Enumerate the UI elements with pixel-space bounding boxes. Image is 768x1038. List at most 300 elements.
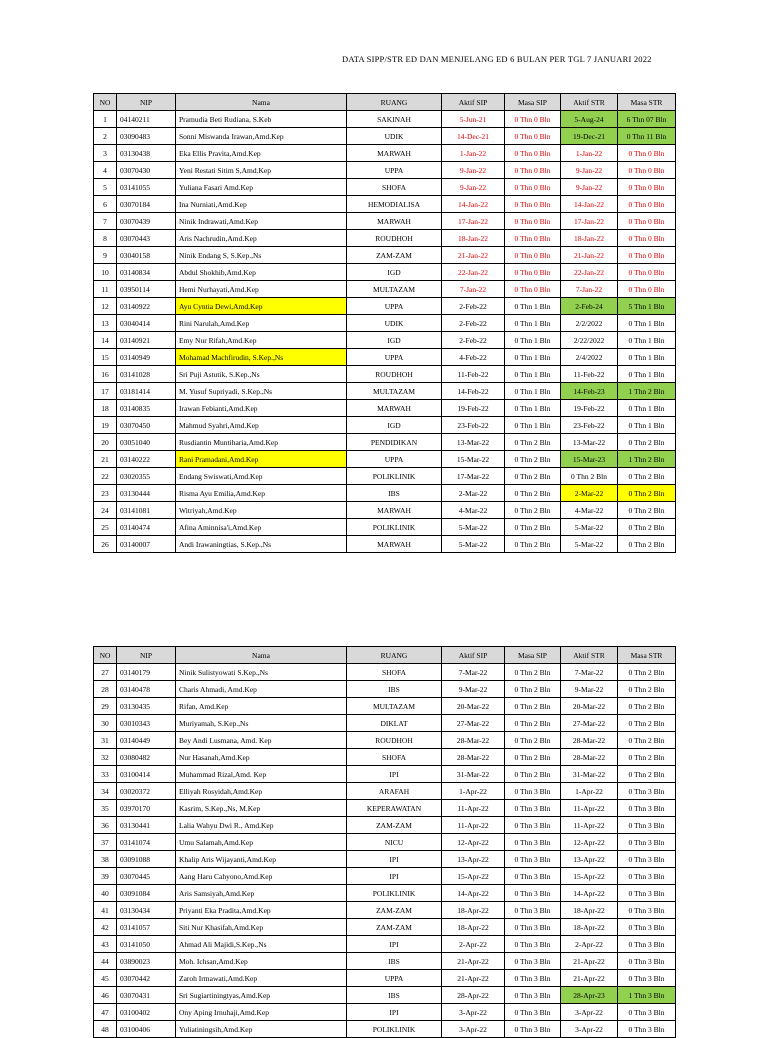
cell-masa-sip: 0 Thn 3 Bln bbox=[505, 1004, 561, 1021]
staff-table-2 bbox=[93, 646, 676, 1038]
cell-masa-sip: 0 Thn 1 Bln bbox=[505, 417, 561, 434]
cell-masa-sip: 0 Thn 1 Bln bbox=[505, 349, 561, 366]
cell-aktif-sip: 7-Mar-22 bbox=[442, 664, 505, 681]
cell-nama: Nur Hasanah,Amd.Kep bbox=[176, 749, 347, 766]
cell-masa-str: 0 Thn 3 Bln bbox=[618, 1004, 676, 1021]
cell-aktif-str: 31-Mar-22 bbox=[561, 766, 618, 783]
cell-ruang: MARWAH bbox=[347, 502, 442, 519]
cell-aktif-sip: 5-Mar-22 bbox=[442, 536, 505, 553]
cell-no: 43 bbox=[94, 936, 117, 953]
cell-aktif-str: 13-Mar-22 bbox=[561, 434, 618, 451]
cell-aktif-str: 5-Mar-22 bbox=[561, 536, 618, 553]
cell-aktif-sip: 17-Jan-22 bbox=[442, 213, 505, 230]
cell-masa-str: 0 Thn 3 Bln bbox=[618, 800, 676, 817]
cell-ruang: POLIKLINIK bbox=[347, 885, 442, 902]
cell-no: 7 bbox=[94, 213, 117, 230]
cell-ruang: SHOFA bbox=[347, 179, 442, 196]
table-row bbox=[94, 315, 676, 332]
cell-masa-sip: 0 Thn 2 Bln bbox=[505, 664, 561, 681]
header-no: NO bbox=[94, 94, 117, 111]
table-row bbox=[94, 536, 676, 553]
cell-nama: Muriyamah, S.Kep.,Ns bbox=[176, 715, 347, 732]
cell-nip: 03141055 bbox=[117, 179, 176, 196]
cell-nama: Bey Andi Lusmana, Amd. Kep bbox=[176, 732, 347, 749]
cell-masa-str: 0 Thn 2 Bln bbox=[618, 698, 676, 715]
cell-aktif-str: 2-Apr-22 bbox=[561, 936, 618, 953]
cell-masa-sip: 0 Thn 2 Bln bbox=[505, 468, 561, 485]
table-row bbox=[94, 664, 676, 681]
cell-nip: 03070430 bbox=[117, 162, 176, 179]
cell-aktif-sip: 11-Apr-22 bbox=[442, 800, 505, 817]
cell-masa-sip: 0 Thn 1 Bln bbox=[505, 383, 561, 400]
cell-no: 33 bbox=[94, 766, 117, 783]
cell-masa-str: 0 Thn 0 Bln bbox=[618, 264, 676, 281]
cell-aktif-str: 14-Feb-23 bbox=[561, 383, 618, 400]
table-row bbox=[94, 400, 676, 417]
cell-aktif-str: 19-Dec-21 bbox=[561, 128, 618, 145]
cell-nip: 03130441 bbox=[117, 817, 176, 834]
cell-nama: Yeni Restati Sitim S,Amd.Kep bbox=[176, 162, 347, 179]
cell-ruang: MARWAH bbox=[347, 145, 442, 162]
cell-no: 26 bbox=[94, 536, 117, 553]
cell-ruang: KEPERAWATAN bbox=[347, 800, 442, 817]
cell-nama: Charis Ahmadi, Amd.Kep bbox=[176, 681, 347, 698]
table-row bbox=[94, 162, 676, 179]
cell-nip: 03070439 bbox=[117, 213, 176, 230]
table-body bbox=[94, 111, 676, 553]
cell-masa-sip: 0 Thn 2 Bln bbox=[505, 766, 561, 783]
cell-ruang: SAKINAH bbox=[347, 111, 442, 128]
cell-nip: 03080482 bbox=[117, 749, 176, 766]
cell-no: 12 bbox=[94, 298, 117, 315]
cell-aktif-str: 1-Apr-22 bbox=[561, 783, 618, 800]
cell-nip: 03140834 bbox=[117, 264, 176, 281]
cell-aktif-sip: 14-Apr-22 bbox=[442, 885, 505, 902]
cell-aktif-str: 15-Apr-22 bbox=[561, 868, 618, 885]
cell-nama: Pramudia Beti Rudiana, S.Keb bbox=[176, 111, 347, 128]
cell-no: 15 bbox=[94, 349, 117, 366]
cell-masa-sip: 0 Thn 1 Bln bbox=[505, 400, 561, 417]
cell-masa-sip: 0 Thn 0 Bln bbox=[505, 264, 561, 281]
cell-nama: Emy Nur Rifah,Amd.Kep bbox=[176, 332, 347, 349]
cell-no: 25 bbox=[94, 519, 117, 536]
cell-no: 35 bbox=[94, 800, 117, 817]
cell-aktif-sip: 13-Apr-22 bbox=[442, 851, 505, 868]
cell-masa-sip: 0 Thn 1 Bln bbox=[505, 332, 561, 349]
cell-no: 39 bbox=[94, 868, 117, 885]
cell-nip: 03020355 bbox=[117, 468, 176, 485]
cell-no: 13 bbox=[94, 315, 117, 332]
cell-aktif-sip: 5-Mar-22 bbox=[442, 519, 505, 536]
cell-masa-str: 0 Thn 2 Bln bbox=[618, 715, 676, 732]
cell-masa-str: 0 Thn 2 Bln bbox=[618, 681, 676, 698]
cell-nama: Khalip Aris Wijayanti,Amd.Kep bbox=[176, 851, 347, 868]
cell-aktif-str: 11-Apr-22 bbox=[561, 800, 618, 817]
table-row bbox=[94, 800, 676, 817]
cell-no: 32 bbox=[94, 749, 117, 766]
cell-nip: 03141074 bbox=[117, 834, 176, 851]
cell-no: 17 bbox=[94, 383, 117, 400]
cell-aktif-str: 14-Apr-22 bbox=[561, 885, 618, 902]
cell-ruang: IBS bbox=[347, 485, 442, 502]
cell-nip: 03130438 bbox=[117, 145, 176, 162]
cell-nip: 03130435 bbox=[117, 698, 176, 715]
cell-nama: Andi Irawaningtias, S.Kep.,Ns bbox=[176, 536, 347, 553]
cell-aktif-sip: 12-Apr-22 bbox=[442, 834, 505, 851]
header-ruang: RUANG bbox=[347, 94, 442, 111]
cell-aktif-str: 2-Mar-22 bbox=[561, 485, 618, 502]
cell-aktif-sip: 7-Jan-22 bbox=[442, 281, 505, 298]
cell-masa-sip: 0 Thn 2 Bln bbox=[505, 715, 561, 732]
table-row bbox=[94, 196, 676, 213]
cell-aktif-sip: 21-Apr-22 bbox=[442, 970, 505, 987]
cell-nama: Afina Aminnisa'i,Amd.Kep bbox=[176, 519, 347, 536]
cell-masa-sip: 0 Thn 2 Bln bbox=[505, 451, 561, 468]
cell-aktif-sip: 2-Feb-22 bbox=[442, 298, 505, 315]
cell-ruang: NICU bbox=[347, 834, 442, 851]
cell-masa-sip: 0 Thn 2 Bln bbox=[505, 536, 561, 553]
cell-nama: Rani Pramadani,Amd.Kep bbox=[176, 451, 347, 468]
cell-aktif-str: 18-Apr-22 bbox=[561, 902, 618, 919]
cell-nama: Irawan Febianti,Amd.Kep bbox=[176, 400, 347, 417]
cell-masa-sip: 0 Thn 2 Bln bbox=[505, 519, 561, 536]
cell-masa-str: 0 Thn 2 Bln bbox=[618, 749, 676, 766]
cell-aktif-sip: 2-Apr-22 bbox=[442, 936, 505, 953]
header-nip: NIP bbox=[117, 647, 176, 664]
cell-aktif-sip: 9-Mar-22 bbox=[442, 681, 505, 698]
table-row bbox=[94, 681, 676, 698]
cell-masa-str: 0 Thn 1 Bln bbox=[618, 349, 676, 366]
table-row bbox=[94, 749, 676, 766]
cell-aktif-str: 7-Jan-22 bbox=[561, 281, 618, 298]
table-row bbox=[94, 502, 676, 519]
cell-nama: Muhammad Rizal,Amd. Kep bbox=[176, 766, 347, 783]
cell-no: 37 bbox=[94, 834, 117, 851]
cell-masa-str: 1 Thn 2 Bln bbox=[618, 383, 676, 400]
cell-nip: 03070445 bbox=[117, 868, 176, 885]
cell-ruang: UPPA bbox=[347, 349, 442, 366]
cell-aktif-sip: 18-Apr-22 bbox=[442, 919, 505, 936]
cell-masa-str: 0 Thn 2 Bln bbox=[618, 502, 676, 519]
table-row bbox=[94, 698, 676, 715]
cell-masa-sip: 0 Thn 3 Bln bbox=[505, 817, 561, 834]
cell-masa-sip: 0 Thn 0 Bln bbox=[505, 213, 561, 230]
cell-nip: 03070443 bbox=[117, 230, 176, 247]
table-row bbox=[94, 247, 676, 264]
cell-no: 8 bbox=[94, 230, 117, 247]
cell-ruang: UDIK bbox=[347, 128, 442, 145]
cell-no: 16 bbox=[94, 366, 117, 383]
cell-aktif-str: 9-Jan-22 bbox=[561, 179, 618, 196]
cell-masa-sip: 0 Thn 3 Bln bbox=[505, 885, 561, 902]
cell-no: 2 bbox=[94, 128, 117, 145]
table-row bbox=[94, 485, 676, 502]
header-masa-str: Masa STR bbox=[618, 647, 676, 664]
cell-no: 4 bbox=[94, 162, 117, 179]
cell-masa-str: 0 Thn 2 Bln bbox=[618, 732, 676, 749]
cell-nama: Yuliatiningsih,Amd.Kep bbox=[176, 1021, 347, 1038]
cell-aktif-str: 2/4/2022 bbox=[561, 349, 618, 366]
cell-masa-sip: 0 Thn 0 Bln bbox=[505, 196, 561, 213]
cell-masa-str: 0 Thn 3 Bln bbox=[618, 936, 676, 953]
cell-nip: 03140949 bbox=[117, 349, 176, 366]
table-row bbox=[94, 179, 676, 196]
cell-nama: Zaroh Irmawati,Amd.Kep bbox=[176, 970, 347, 987]
cell-masa-sip: 0 Thn 2 Bln bbox=[505, 681, 561, 698]
cell-nama: Lalia Wahyu Dwi R., Amd.Kep bbox=[176, 817, 347, 834]
cell-masa-str: 0 Thn 3 Bln bbox=[618, 902, 676, 919]
cell-masa-sip: 0 Thn 3 Bln bbox=[505, 987, 561, 1004]
cell-aktif-str: 18-Jan-22 bbox=[561, 230, 618, 247]
cell-ruang: ZAM-ZAM bbox=[347, 902, 442, 919]
cell-nama: Eka Ellis Pravita,Amd.Kep bbox=[176, 145, 347, 162]
table-row bbox=[94, 851, 676, 868]
table-row bbox=[94, 383, 676, 400]
cell-masa-str: 0 Thn 2 Bln bbox=[618, 536, 676, 553]
cell-ruang: UDIK bbox=[347, 315, 442, 332]
cell-masa-str: 0 Thn 1 Bln bbox=[618, 332, 676, 349]
cell-masa-str: 0 Thn 2 Bln bbox=[618, 434, 676, 451]
cell-no: 22 bbox=[94, 468, 117, 485]
cell-aktif-str: 0 Thn 2 Bln bbox=[561, 468, 618, 485]
table-row bbox=[94, 111, 676, 128]
cell-masa-sip: 0 Thn 0 Bln bbox=[505, 111, 561, 128]
cell-aktif-str: 21-Jan-22 bbox=[561, 247, 618, 264]
cell-no: 9 bbox=[94, 247, 117, 264]
cell-aktif-sip: 17-Mar-22 bbox=[442, 468, 505, 485]
cell-ruang: MARWAH bbox=[347, 536, 442, 553]
cell-nama: Ayu Cyntia Dewi,Amd.Kep bbox=[176, 298, 347, 315]
table-row bbox=[94, 128, 676, 145]
cell-masa-sip: 0 Thn 0 Bln bbox=[505, 128, 561, 145]
table-row bbox=[94, 834, 676, 851]
cell-aktif-sip: 15-Apr-22 bbox=[442, 868, 505, 885]
cell-ruang: POLIKLINIK bbox=[347, 468, 442, 485]
cell-nip: 03051040 bbox=[117, 434, 176, 451]
cell-masa-str: 0 Thn 0 Bln bbox=[618, 281, 676, 298]
cell-nip: 03140474 bbox=[117, 519, 176, 536]
cell-nip: 03091088 bbox=[117, 851, 176, 868]
table-body bbox=[94, 664, 676, 1038]
cell-aktif-str: 5-Mar-22 bbox=[561, 519, 618, 536]
cell-nama: Ninik Endang S, S.Kep.,Ns bbox=[176, 247, 347, 264]
cell-ruang: IPI bbox=[347, 766, 442, 783]
cell-masa-str: 0 Thn 0 Bln bbox=[618, 162, 676, 179]
cell-nama: Ninik Sulistyowati S.Kep.,Ns bbox=[176, 664, 347, 681]
cell-no: 21 bbox=[94, 451, 117, 468]
cell-masa-str: 0 Thn 3 Bln bbox=[618, 885, 676, 902]
cell-nip: 03141057 bbox=[117, 919, 176, 936]
cell-masa-str: 1 Thn 2 Bln bbox=[618, 451, 676, 468]
table-row bbox=[94, 970, 676, 987]
table-row bbox=[94, 332, 676, 349]
cell-ruang: IGD bbox=[347, 417, 442, 434]
header-nama: Nama bbox=[176, 647, 347, 664]
cell-masa-str: 0 Thn 3 Bln bbox=[618, 817, 676, 834]
cell-aktif-sip: 18-Jan-22 bbox=[442, 230, 505, 247]
cell-masa-sip: 0 Thn 3 Bln bbox=[505, 1021, 561, 1038]
cell-masa-str: 0 Thn 1 Bln bbox=[618, 315, 676, 332]
cell-nama: Elliyah Rosyidah,Amd.Kep bbox=[176, 783, 347, 800]
cell-aktif-str: 1-Jan-22 bbox=[561, 145, 618, 162]
table-row bbox=[94, 366, 676, 383]
cell-aktif-str: 5-Aug-24 bbox=[561, 111, 618, 128]
cell-aktif-sip: 18-Apr-22 bbox=[442, 902, 505, 919]
cell-masa-str: 0 Thn 2 Bln bbox=[618, 485, 676, 502]
cell-nip: 04140211 bbox=[117, 111, 176, 128]
table-row bbox=[94, 715, 676, 732]
cell-ruang: PENDIDIKAN bbox=[347, 434, 442, 451]
cell-nip: 03070442 bbox=[117, 970, 176, 987]
cell-aktif-str: 11-Apr-22 bbox=[561, 817, 618, 834]
cell-masa-str: 0 Thn 3 Bln bbox=[618, 868, 676, 885]
cell-aktif-str: 4-Mar-22 bbox=[561, 502, 618, 519]
table-row bbox=[94, 451, 676, 468]
header-masa-sip: Masa SIP bbox=[505, 94, 561, 111]
cell-aktif-sip: 19-Feb-22 bbox=[442, 400, 505, 417]
cell-ruang: IBS bbox=[347, 681, 442, 698]
cell-nip: 03140921 bbox=[117, 332, 176, 349]
cell-ruang: MARWAH bbox=[347, 400, 442, 417]
table-header-row bbox=[94, 94, 676, 111]
cell-masa-str: 0 Thn 3 Bln bbox=[618, 970, 676, 987]
cell-masa-sip: 0 Thn 0 Bln bbox=[505, 145, 561, 162]
cell-no: 48 bbox=[94, 1021, 117, 1038]
cell-masa-str: 0 Thn 0 Bln bbox=[618, 179, 676, 196]
table-row bbox=[94, 145, 676, 162]
cell-no: 44 bbox=[94, 953, 117, 970]
cell-ruang: ZAM-ZAM bbox=[347, 817, 442, 834]
cell-nip: 03070431 bbox=[117, 987, 176, 1004]
cell-nip: 03040158 bbox=[117, 247, 176, 264]
cell-nama: M. Yusuf Supriyadi, S.Kep.,Ns bbox=[176, 383, 347, 400]
cell-nama: Aang Haru Cahyono,Amd.Kep bbox=[176, 868, 347, 885]
table-row bbox=[94, 817, 676, 834]
cell-ruang: IBS bbox=[347, 987, 442, 1004]
cell-ruang: DIKLAT bbox=[347, 715, 442, 732]
cell-masa-str: 0 Thn 2 Bln bbox=[618, 766, 676, 783]
cell-ruang: IPI bbox=[347, 1004, 442, 1021]
cell-no: 41 bbox=[94, 902, 117, 919]
cell-nama: Endang Swiswati,Amd.Kep bbox=[176, 468, 347, 485]
cell-ruang: ZAM-ZAM bbox=[347, 919, 442, 936]
cell-masa-str: 0 Thn 3 Bln bbox=[618, 834, 676, 851]
header-nip: NIP bbox=[117, 94, 176, 111]
cell-aktif-str: 28-Apr-23 bbox=[561, 987, 618, 1004]
cell-no: 31 bbox=[94, 732, 117, 749]
table-row bbox=[94, 1004, 676, 1021]
cell-masa-str: 1 Thn 3 Bln bbox=[618, 987, 676, 1004]
cell-aktif-sip: 4-Mar-22 bbox=[442, 502, 505, 519]
cell-nama: Priyanti Eka Pradita,Amd.Kep bbox=[176, 902, 347, 919]
cell-nama: Witriyah,Amd.Kep bbox=[176, 502, 347, 519]
cell-aktif-sip: 28-Mar-22 bbox=[442, 732, 505, 749]
cell-masa-sip: 0 Thn 0 Bln bbox=[505, 162, 561, 179]
cell-masa-sip: 0 Thn 2 Bln bbox=[505, 485, 561, 502]
cell-aktif-str: 14-Jan-22 bbox=[561, 196, 618, 213]
cell-masa-sip: 0 Thn 0 Bln bbox=[505, 230, 561, 247]
cell-nama: Rusdiantin Muntiharia,Amd.Kep bbox=[176, 434, 347, 451]
cell-ruang: ARAFAH bbox=[347, 783, 442, 800]
cell-no: 1 bbox=[94, 111, 117, 128]
cell-aktif-str: 2/22/2022 bbox=[561, 332, 618, 349]
cell-masa-str: 0 Thn 3 Bln bbox=[618, 851, 676, 868]
cell-nama: Rini Narulah,Amd.Kep bbox=[176, 315, 347, 332]
cell-no: 46 bbox=[94, 987, 117, 1004]
table-header-row bbox=[94, 647, 676, 664]
cell-aktif-str: 21-Apr-22 bbox=[561, 953, 618, 970]
cell-nip: 03181414 bbox=[117, 383, 176, 400]
cell-aktif-str: 9-Jan-22 bbox=[561, 162, 618, 179]
cell-aktif-sip: 9-Jan-22 bbox=[442, 179, 505, 196]
cell-nip: 03970170 bbox=[117, 800, 176, 817]
table-row bbox=[94, 902, 676, 919]
cell-nama: Moh. Ichsan,Amd.Kep bbox=[176, 953, 347, 970]
cell-masa-sip: 0 Thn 3 Bln bbox=[505, 919, 561, 936]
cell-no: 18 bbox=[94, 400, 117, 417]
cell-no: 14 bbox=[94, 332, 117, 349]
cell-nip: 03141028 bbox=[117, 366, 176, 383]
cell-ruang: HEMODIALISA bbox=[347, 196, 442, 213]
cell-aktif-sip: 31-Mar-22 bbox=[442, 766, 505, 783]
cell-ruang: SHOFA bbox=[347, 749, 442, 766]
header-masa-str: Masa STR bbox=[618, 94, 676, 111]
cell-aktif-sip: 28-Mar-22 bbox=[442, 749, 505, 766]
cell-masa-str: 0 Thn 3 Bln bbox=[618, 1021, 676, 1038]
cell-nip: 03091084 bbox=[117, 885, 176, 902]
cell-aktif-sip: 5-Jun-21 bbox=[442, 111, 505, 128]
cell-masa-sip: 0 Thn 0 Bln bbox=[505, 247, 561, 264]
cell-aktif-str: 3-Apr-22 bbox=[561, 1021, 618, 1038]
cell-aktif-str: 27-Mar-22 bbox=[561, 715, 618, 732]
cell-ruang: UPPA bbox=[347, 451, 442, 468]
table-row bbox=[94, 732, 676, 749]
cell-masa-sip: 0 Thn 3 Bln bbox=[505, 902, 561, 919]
header-no: NO bbox=[94, 647, 117, 664]
cell-aktif-sip: 2-Mar-22 bbox=[442, 485, 505, 502]
header-aktif-str: Aktif STR bbox=[561, 94, 618, 111]
cell-masa-sip: 0 Thn 2 Bln bbox=[505, 732, 561, 749]
cell-no: 40 bbox=[94, 885, 117, 902]
cell-nama: Siti Nur Khasifah,Amd.Kep bbox=[176, 919, 347, 936]
cell-masa-str: 0 Thn 0 Bln bbox=[618, 213, 676, 230]
cell-nip: 03140222 bbox=[117, 451, 176, 468]
cell-ruang: UPPA bbox=[347, 162, 442, 179]
cell-no: 45 bbox=[94, 970, 117, 987]
cell-aktif-str: 20-Mar-22 bbox=[561, 698, 618, 715]
cell-nip: 03950114 bbox=[117, 281, 176, 298]
cell-nama: Yuliana Fasari Amd.Kep bbox=[176, 179, 347, 196]
cell-no: 29 bbox=[94, 698, 117, 715]
cell-nip: 03130434 bbox=[117, 902, 176, 919]
cell-masa-str: 0 Thn 2 Bln bbox=[618, 519, 676, 536]
cell-aktif-sip: 23-Feb-22 bbox=[442, 417, 505, 434]
table-row bbox=[94, 1021, 676, 1038]
cell-aktif-sip: 14-Jan-22 bbox=[442, 196, 505, 213]
cell-no: 5 bbox=[94, 179, 117, 196]
cell-nip: 03140449 bbox=[117, 732, 176, 749]
cell-aktif-sip: 27-Mar-22 bbox=[442, 715, 505, 732]
cell-nama: Rifan, Amd.Kep bbox=[176, 698, 347, 715]
cell-aktif-str: 22-Jan-22 bbox=[561, 264, 618, 281]
cell-masa-str: 0 Thn 2 Bln bbox=[618, 468, 676, 485]
cell-aktif-sip: 9-Jan-22 bbox=[442, 162, 505, 179]
cell-aktif-sip: 3-Apr-22 bbox=[442, 1021, 505, 1038]
cell-masa-str: 0 Thn 0 Bln bbox=[618, 247, 676, 264]
cell-masa-sip: 0 Thn 1 Bln bbox=[505, 366, 561, 383]
cell-no: 34 bbox=[94, 783, 117, 800]
document-title: DATA SIPP/STR ED DAN MENJELANG ED 6 BULAN PER TGL 7 JANUARI 2022 bbox=[342, 54, 652, 64]
